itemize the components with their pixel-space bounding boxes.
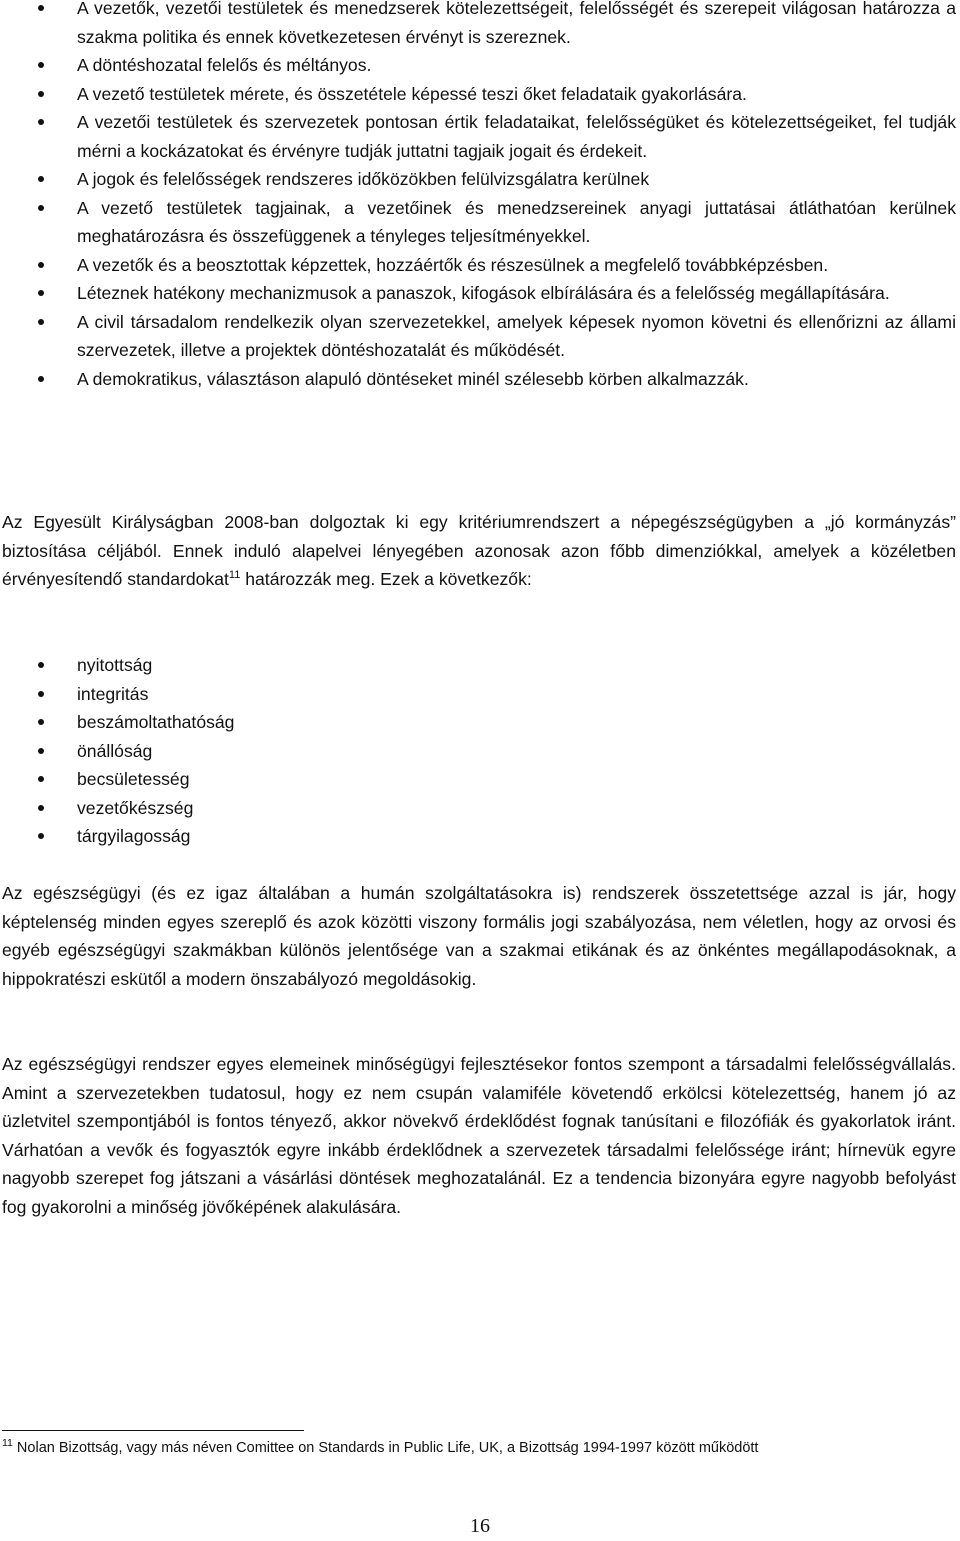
paragraph-text: határozzák meg. Ezek a következők:	[240, 569, 532, 589]
list-item: A vezetők és a beosztottak képzettek, hozzáértők és részesülnek a megfelelő továbbképzésben.	[0, 251, 960, 280]
paragraph-uk-criteria	[2, 508, 956, 594]
list-item: tárgyilagosság	[0, 822, 960, 851]
page-number: 16	[470, 1515, 490, 1537]
paragraph-healthcare-ethics: Az egészségügyi (és ez igaz általában a humán szolgáltatásokra is) rendszerek összetettsége azzal is jár, hogy képtelenség minden egyes szereplő és azok közötti viszony formális jogi szabályozása, nem véletlen, hogy az orvosi és egyéb egészségügyi szakmákban különös jelentősége van a szakmai etikának és az önkéntes megállapodásoknak, a hippokratészi eskütől a modern önszabályozó megoldásokig.	[2, 883, 956, 989]
footnote-number: 11	[2, 1437, 13, 1450]
footnote-reference[interactable]: 11	[228, 569, 241, 582]
paragraph-text: Az Egyesült Királyságban 2008-ban dolgoztak ki egy kritériumrendszert a népegészségügyben a „jó kormányzás” biztosítása céljából. Ennek induló alapelvei lényegében azonosak azon főbb dimenziókkal, amelyek a közéletben érvényesítendő standardokat	[2, 512, 956, 589]
footnote	[2, 1438, 952, 1458]
list-item: A döntéshozatal felelős és méltányos.	[0, 51, 960, 80]
list-item: A civil társadalom rendelkezik olyan szervezetekkel, amelyek képesek nyomon követni és ellenőrizni az állami szervezetek, illetve a projektek döntéshozatalát és működését.	[0, 308, 960, 365]
list-item: Léteznek hatékony mechanizmusok a panaszok, kifogások elbírálására és a felelősség megállapítására.	[0, 279, 960, 308]
list-item: nyitottság	[0, 651, 960, 680]
list-item: A vezető testületek tagjainak, a vezetőinek és menedzsereinek anyagi juttatásai átláthatóan kerülnek meghatározásra és összefüggenek a tényleges teljesítményekkel.	[0, 194, 960, 251]
paragraph-social-responsibility: Az egészségügyi rendszer egyes elemeinek minőségügyi fejlesztésekor fontos szempont a társadalmi felelősségvállalás. Amint a szervezetekben tudatosul, hogy ez nem csupán valamiféle követendő erkölcsi kötelezettség, hanem jó az üzletvitel szempontjából is fontos tényező, akkor növekvő érdeklődést fognak tanúsítani e filozófiák és gyakorlatok iránt. Várhatóan a vevők és fogyasztók egyre inkább érdeklődnek a szervezetek társadalmi felelőssége iránt; hírnevük egyre nagyobb szerepet fog játszani a vásárlási döntések meghozatalánál. Ez a tendencia bizonyára egyre nagyobb befolyást fog gyakorolni a minőség jövőképének alakulására.	[2, 1054, 956, 1217]
list-item: becsületesség	[0, 765, 960, 794]
footnote-text: Nolan Bizottság, vagy más néven Comittee on Standards in Public Life, UK, a Bizottság 1994-1997 között működött	[12, 1440, 759, 1456]
governance-criteria-list	[0, 0, 960, 393]
list-item: A vezető testületek mérete, és összetétele képessé teszi őket feladataik gyakorlására.	[0, 80, 960, 109]
list-item: A vezetői testületek és szervezetek pontosan értik feladataikat, felelősségüket és kötelezettségeiket, fel tudják mérni a kockázatokat és érvényre tudják juttatni tagjaik jogait és érdekeit.	[0, 108, 960, 165]
list-item: A jogok és felelősségek rendszeres időközökben felülvizsgálatra kerülnek	[0, 165, 960, 194]
list-item: vezetőkészség	[0, 794, 960, 823]
list-item: A vezetők, vezetői testületek és menedzserek kötelezettségeit, felelősségét és szerepeit világosan határozza a szakma politika és ennek következetesen érvényt is szereznek.	[0, 0, 960, 51]
list-item: A demokratikus, választáson alapuló döntéseket minél szélesebb körben alkalmazzák.	[0, 365, 960, 394]
list-item: önállóság	[0, 737, 960, 766]
list-item: integritás	[0, 680, 960, 709]
list-item: beszámoltathatóság	[0, 708, 960, 737]
footnote-divider	[2, 1430, 304, 1431]
principles-list	[0, 651, 960, 851]
